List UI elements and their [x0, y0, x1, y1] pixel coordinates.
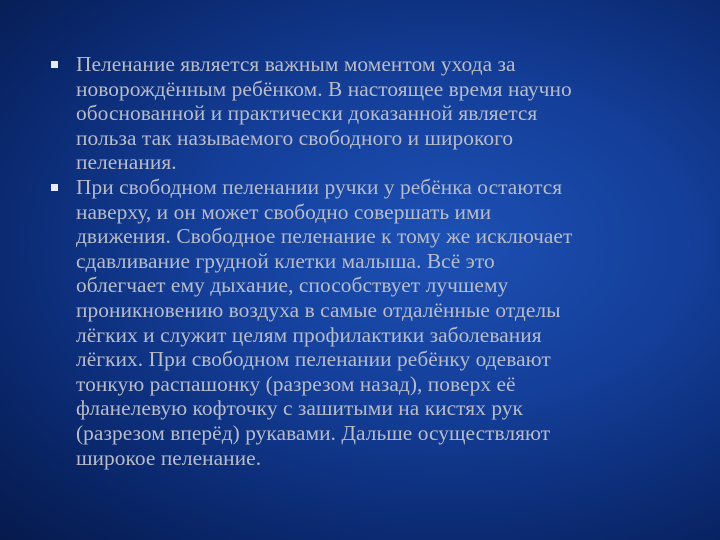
text-line: лёгких. При свободном пеленании ребёнку одевают: [76, 347, 551, 372]
text-line: тонкую распашонку (разрезом назад), поверх её: [76, 371, 516, 396]
bullet-text-2: [76, 175, 694, 470]
text-line: облегчает ему дыхание, способствует лучшему: [76, 273, 509, 298]
text-line: движения. Свободное пеленание к тому же исключает: [76, 224, 573, 249]
text-line: пеленания.: [76, 150, 177, 175]
text-line: обоснованной и практически доказанной является: [76, 101, 538, 126]
text-line: сдавливание грудной клетки малыша. Всё это: [76, 248, 495, 273]
text-line: фланелевую кофточку с зашитыми на кистях рук: [76, 396, 523, 421]
text-line: наверху, и он может свободно совершать ими: [76, 199, 492, 224]
bullet-item-2: [44, 175, 694, 470]
text-line: лёгких и служит целям профилактики заболевания: [76, 322, 542, 347]
bullet-list: [44, 52, 694, 470]
text-line: Пеленание является важным моментом ухода за: [76, 52, 516, 76]
bullet-item-1: [44, 52, 694, 175]
bullet-text-1: [76, 52, 694, 175]
text-line: польза так называемого свободного и широкого: [76, 125, 514, 150]
square-bullet-icon: [51, 61, 58, 68]
text-line: новорождённым ребёнком. В настоящее время научно: [76, 76, 572, 101]
text-line: (разрезом вперёд) рукавами. Дальше осуществляют: [76, 420, 551, 445]
text-line: При свободном пеленании ручки у ребёнка остаются: [76, 174, 563, 199]
text-line: широкое пеленание.: [76, 445, 262, 470]
square-bullet-icon: [51, 184, 58, 191]
text-line: проникновению воздуха в самые отдалённые отделы: [76, 297, 561, 322]
